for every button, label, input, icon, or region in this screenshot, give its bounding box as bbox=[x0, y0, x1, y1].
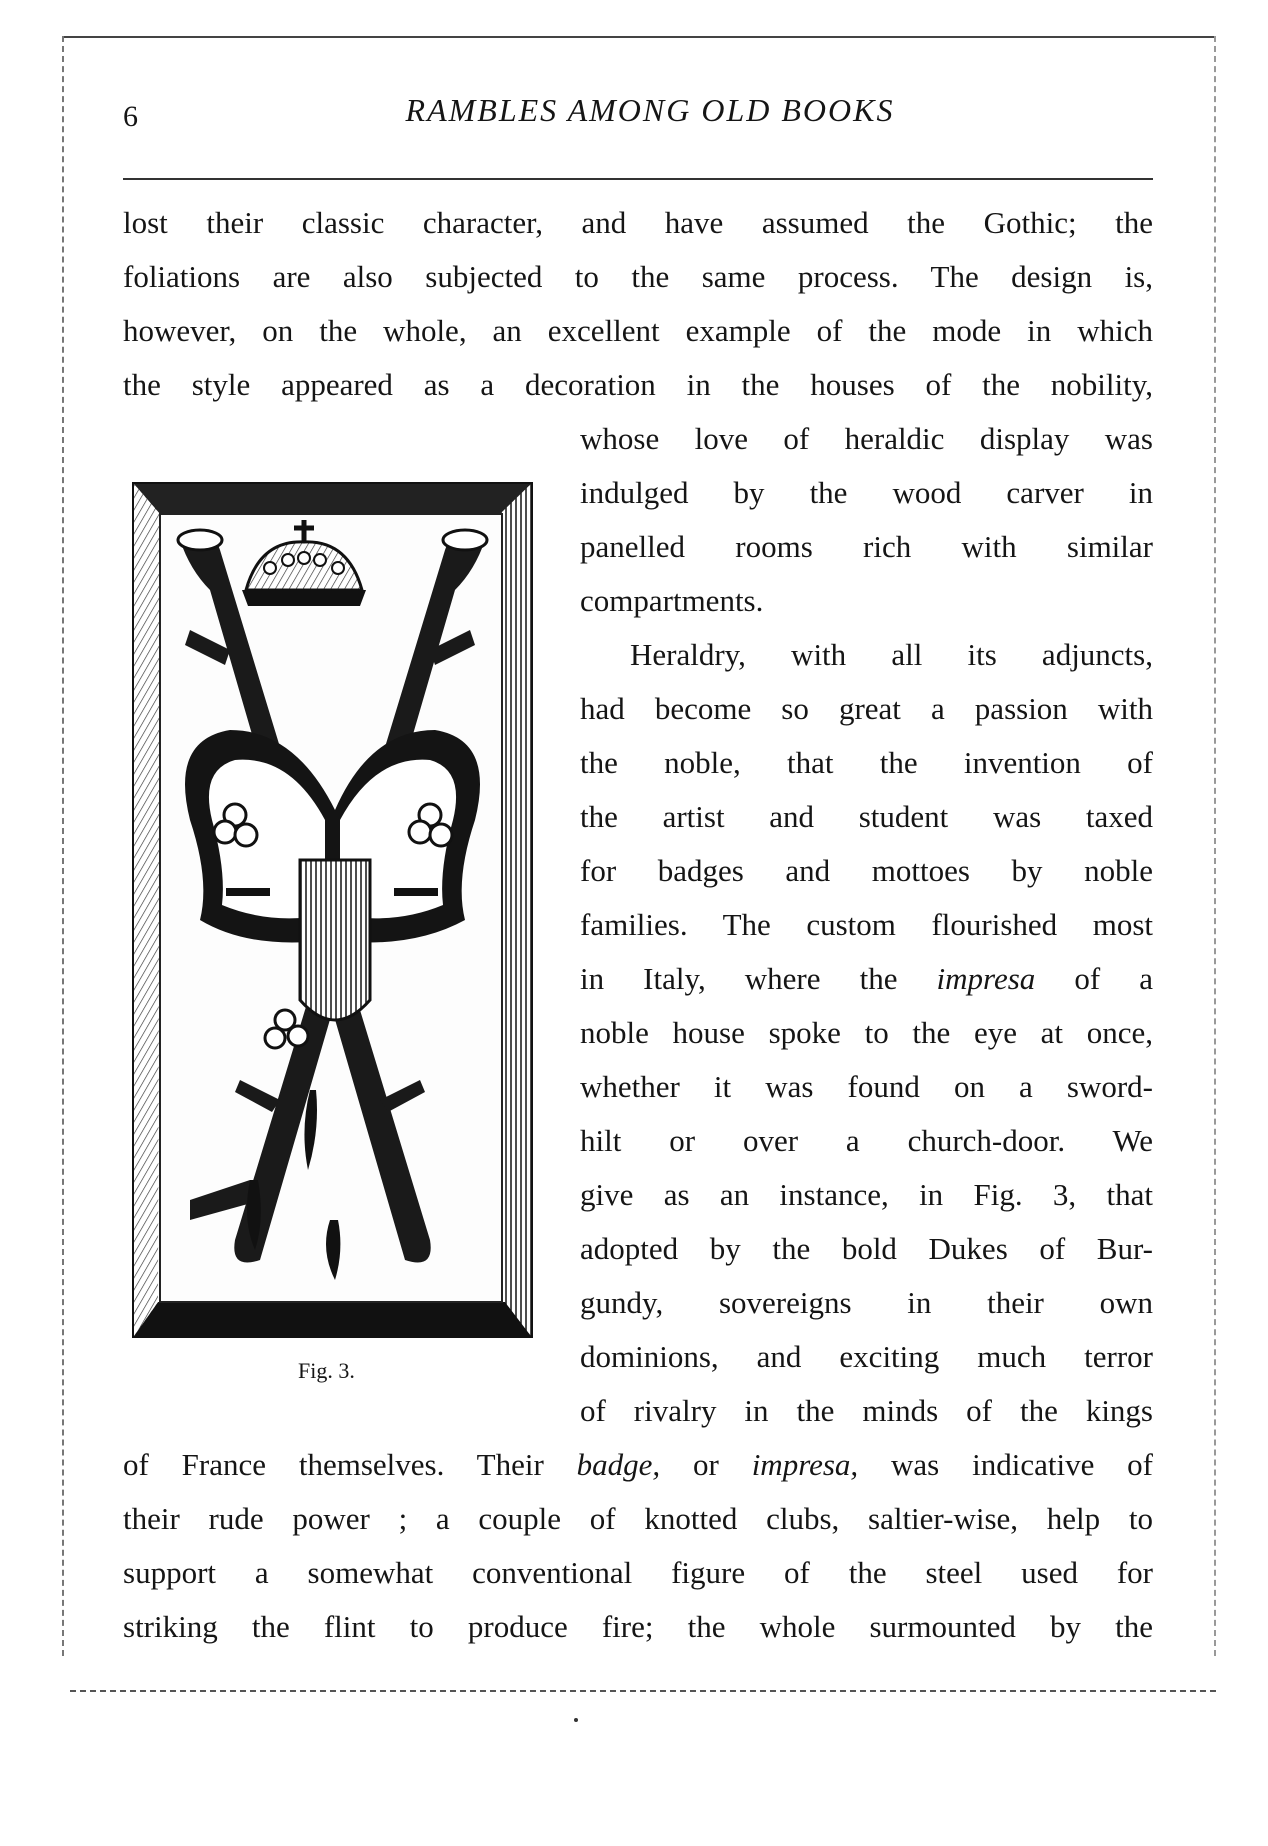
figure-caption: Fig. 3. bbox=[298, 1358, 355, 1383]
text-line-23: of rivalry in the minds of the kings bbox=[580, 1393, 1153, 1428]
text-line-2: foliations are also subjected to the same process. The design is, bbox=[123, 259, 1153, 294]
text-line-16: noble house spoke to the eye at once, bbox=[580, 1015, 1153, 1050]
text-line-27: striking the flint to produce fire; the whole surmounted by the bbox=[123, 1609, 1153, 1644]
text-line-20: adopted by the bold Dukes of Bur- bbox=[580, 1231, 1153, 1266]
text-line-26: support a somewhat conventional figure of the steel used for bbox=[123, 1555, 1153, 1590]
text-line-7: panelled rooms rich with similar bbox=[580, 529, 1153, 564]
italic-term-impresa: impresa, bbox=[751, 1447, 859, 1482]
page-frame-top bbox=[62, 36, 1216, 38]
running-title: RAMBLES AMONG OLD BOOKS bbox=[405, 92, 895, 128]
text-segment: in Italy, where the bbox=[580, 961, 937, 996]
page-number: 6 bbox=[123, 100, 138, 133]
text-line-12: the artist and student was taxed bbox=[580, 799, 1153, 834]
header-rule bbox=[123, 178, 1153, 180]
text-line-6: indulged by the wood carver in bbox=[580, 475, 1153, 510]
text-line-10: had become so great a passion with bbox=[580, 691, 1153, 726]
text-line-21: gundy, sovereigns in their own bbox=[580, 1285, 1153, 1320]
ink-speck bbox=[574, 1718, 578, 1722]
burgundy-impresa-engraving bbox=[130, 480, 535, 1340]
text-line-11: the noble, that the invention of bbox=[580, 745, 1153, 780]
text-line-14: families. The custom flourished most bbox=[580, 907, 1153, 942]
text-line-4: the style appeared as a decoration in the houses of the nobility, bbox=[123, 367, 1153, 402]
text-line-1: lost their classic character, and have assumed the Gothic; the bbox=[123, 205, 1153, 240]
text-segment: or bbox=[660, 1447, 752, 1482]
text-line-17: whether it was found on a sword- bbox=[580, 1069, 1153, 1104]
text-segment: of a bbox=[1035, 961, 1153, 996]
text-line-8: compartments. bbox=[580, 583, 764, 618]
text-line-24 bbox=[123, 1447, 1153, 1483]
page-frame-left bbox=[62, 36, 64, 1656]
text-line-18: hilt or over a church-door. We bbox=[580, 1123, 1153, 1158]
text-segment: was indicative of bbox=[858, 1447, 1154, 1482]
text-line-19: give as an instance, in Fig. 3, that bbox=[580, 1177, 1153, 1212]
text-line-13: for badges and mottoes by noble bbox=[580, 853, 1153, 888]
text-line-5: whose love of heraldic display was bbox=[580, 421, 1153, 456]
text-segment: of France themselves. Their bbox=[123, 1447, 577, 1482]
page-frame-bottom bbox=[70, 1690, 1216, 1692]
text-line-3: however, on the whole, an excellent example of the mode in which bbox=[123, 313, 1153, 348]
italic-term-impresa: impresa bbox=[936, 961, 1036, 996]
text-line-9: Heraldry, with all its adjuncts, bbox=[630, 637, 1153, 672]
page-frame-right bbox=[1214, 36, 1216, 1656]
text-line-25: their rude power ; a couple of knotted clubs, saltier-wise, help to bbox=[123, 1501, 1153, 1536]
italic-term-badge: badge, bbox=[576, 1447, 661, 1482]
text-line-22: dominions, and exciting much terror bbox=[580, 1339, 1153, 1374]
text-line-15 bbox=[580, 961, 1153, 997]
